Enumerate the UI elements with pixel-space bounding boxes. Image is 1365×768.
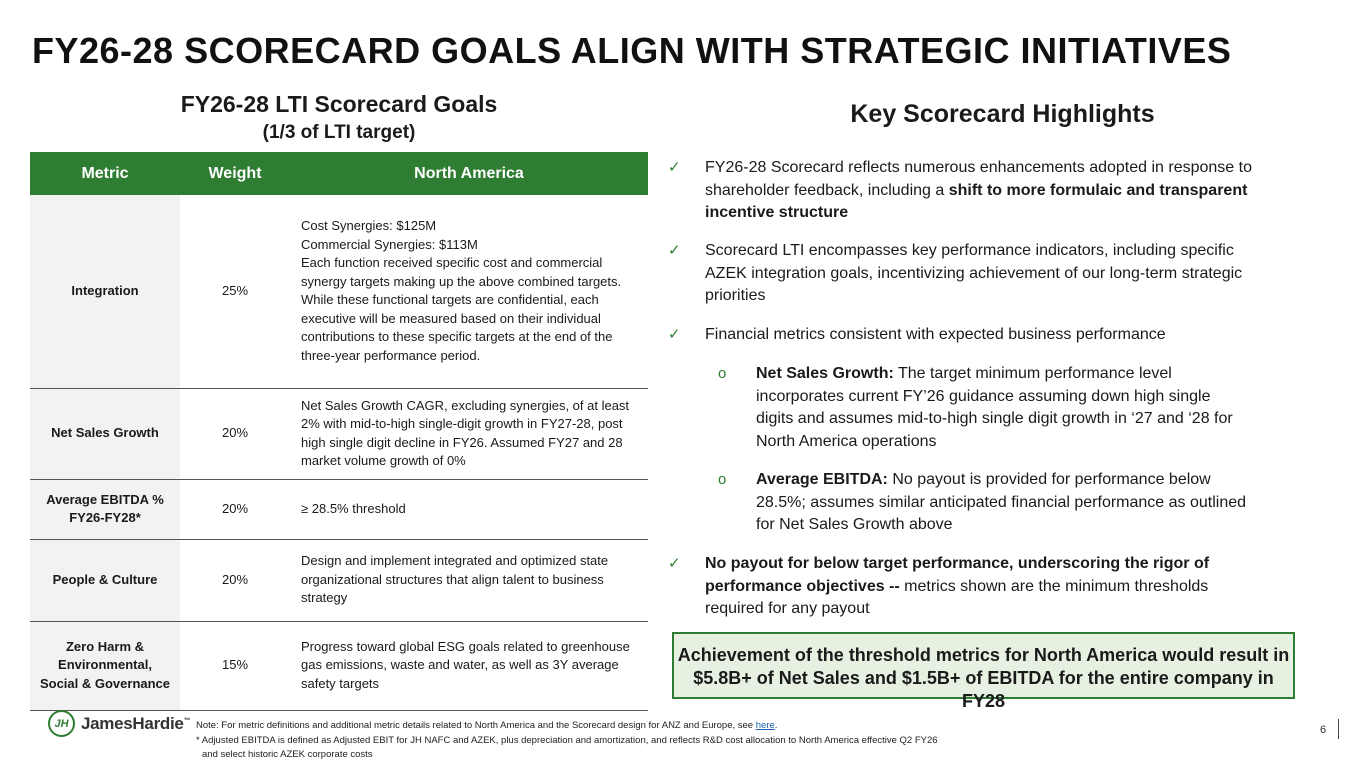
metric-cell: Average EBITDA % FY26-FY28* bbox=[30, 479, 180, 539]
logo-text: JamesHardie bbox=[81, 713, 184, 733]
highlight-item bbox=[668, 157, 1268, 225]
na-text: Net Sales Growth CAGR, excluding synergies, of at least 2% with mid-to-high single-digit growth in FY27-28, post high single digit decline in FY26. Assumed FY27 and 28 market volume growth of 0% bbox=[301, 397, 630, 468]
here-link[interactable]: here bbox=[755, 720, 775, 731]
highlight-text: Financial metrics consistent with expected business performance bbox=[705, 326, 1166, 343]
circle-bullet-icon: o bbox=[718, 365, 727, 382]
footnote-2: * Adjusted EBITDA is defined as Adjusted EBIT for JH NAFC and AZEK, plus depreciation and amortization, and reflects R&D cost allocation to North America effective Q2 FY26 bbox=[196, 734, 938, 746]
col-north-america: North America bbox=[290, 152, 648, 195]
footnote-text: Note: For metric definitions and additional metric details related to North America and the Scorecard design for ANZ and Europe, see bbox=[196, 720, 756, 731]
weight-cell: 20% bbox=[180, 388, 290, 479]
highlight-item bbox=[668, 324, 1268, 347]
sub-bullet-body: The target minimum performance level incorporates current FY’26 guidance assuming down high single digits and assumes mid-to-high single digit growth in ‘27 and ‘28 for North America operations bbox=[756, 365, 1233, 450]
na-text: Progress toward global ESG goals related to greenhouse gas emissions, waste and water, as well as 3Y average safety targets bbox=[301, 638, 630, 691]
highlight-item bbox=[668, 553, 1268, 621]
sub-bullet-text bbox=[756, 363, 1248, 453]
table-row bbox=[30, 479, 648, 539]
na-text: Each function received specific cost and commercial synergy targets making up the above combined targets. While these functional targets are confidential, each executive will be measured based on their individual contributions to these specific targets at the end of the three-year performance period. bbox=[301, 255, 622, 363]
logo-trademark: ™ bbox=[183, 716, 191, 724]
north-america-cell bbox=[290, 388, 648, 479]
page-number: 6 bbox=[1320, 724, 1327, 736]
weight-cell: 15% bbox=[180, 621, 290, 710]
north-america-cell bbox=[290, 195, 648, 388]
na-text: Commercial Synergies: $113M bbox=[301, 236, 478, 252]
highlight-text-part: FY26-28 Scorecard reflects numerous enhancements adopted in response to shareholder feedback, including a bbox=[705, 159, 1252, 199]
highlights-heading: Key Scorecard Highlights bbox=[850, 100, 1155, 128]
company-logo bbox=[48, 710, 190, 737]
checkmark-icon: ✓ bbox=[668, 242, 681, 259]
sub-bullet-body: No payout is provided for performance below 28.5%; assumes similar anticipated financial performance as outlined for Net Sales Growth above bbox=[756, 471, 1247, 533]
checkmark-icon: ✓ bbox=[668, 159, 681, 176]
circle-bullet-icon: o bbox=[718, 471, 727, 488]
scorecard-title: FY26-28 LTI Scorecard Goals bbox=[180, 91, 498, 117]
logo-mark-icon: JH bbox=[48, 710, 75, 737]
footnote-2-cont: and select historic AZEK corporate costs bbox=[202, 749, 373, 760]
highlight-text: Scorecard LTI encompasses key performance indicators, including specific AZEK integration goals, incentivizing achievement of our long-term strategic priorities bbox=[705, 242, 1243, 304]
sub-bullet bbox=[718, 469, 1248, 537]
weight-cell: 20% bbox=[180, 539, 290, 621]
sub-bullet-text bbox=[756, 469, 1248, 537]
north-america-cell bbox=[290, 539, 648, 621]
highlight-text-bold: shift to more formulaic and transparent incentive structure bbox=[705, 181, 1248, 221]
highlight-text bbox=[705, 157, 1268, 225]
callout-line: $5.8B+ of Net Sales and $1.5B+ of EBITDA for the entire company in FY28 bbox=[693, 668, 1274, 711]
na-text: Cost Synergies: $125M bbox=[301, 218, 437, 234]
scorecard-table bbox=[30, 152, 648, 711]
highlight-item bbox=[668, 240, 1268, 308]
scorecard-heading bbox=[30, 90, 648, 148]
scorecard-subtitle: (1/3 of LTI target) bbox=[262, 122, 416, 143]
weight-cell: 25% bbox=[180, 195, 290, 388]
page-divider bbox=[1338, 719, 1339, 739]
metric-cell: Integration bbox=[30, 195, 180, 388]
col-metric: Metric bbox=[30, 152, 180, 195]
sub-bullet-label: Average EBITDA: bbox=[756, 471, 888, 488]
metric-cell: Zero Harm & Environmental, Social & Governance bbox=[30, 621, 180, 710]
weight-cell: 20% bbox=[180, 479, 290, 539]
metric-cell: People & Culture bbox=[30, 539, 180, 621]
north-america-cell bbox=[290, 621, 648, 710]
sub-bullet-label: Net Sales Growth: bbox=[756, 365, 894, 382]
sub-bullet bbox=[718, 363, 1248, 453]
threshold-callout bbox=[672, 632, 1295, 711]
footnote-text: . bbox=[774, 720, 778, 731]
north-america-cell bbox=[290, 479, 648, 539]
col-weight: Weight bbox=[180, 152, 290, 195]
checkmark-icon: ✓ bbox=[668, 326, 681, 343]
logo-wordmark bbox=[81, 714, 190, 734]
highlight-text bbox=[705, 553, 1268, 621]
page-title: FY26-28 SCORECARD GOALS ALIGN WITH STRATEGIC INITIATIVES bbox=[32, 30, 1232, 71]
metric-cell: Net Sales Growth bbox=[30, 388, 180, 479]
callout-line: Achievement of the threshold metrics for North America would result in bbox=[677, 645, 1290, 665]
highlight-text-bold: No payout for below target performance, underscoring the rigor of performance objectives -- bbox=[705, 555, 1210, 595]
na-text: ≥ 28.5% threshold bbox=[301, 500, 406, 516]
table-row bbox=[30, 539, 648, 621]
na-text: Design and implement integrated and optimized state organizational structures that align talent to business strategy bbox=[301, 553, 609, 606]
table-row bbox=[30, 621, 648, 710]
footnotes bbox=[196, 719, 938, 763]
footnote-1 bbox=[196, 720, 777, 731]
highlight-text-part: metrics shown are the minimum thresholds required for any payout bbox=[705, 577, 1209, 617]
table-row bbox=[30, 195, 648, 388]
checkmark-icon: ✓ bbox=[668, 555, 681, 572]
table-row bbox=[30, 388, 648, 479]
table-header-row bbox=[30, 152, 648, 195]
